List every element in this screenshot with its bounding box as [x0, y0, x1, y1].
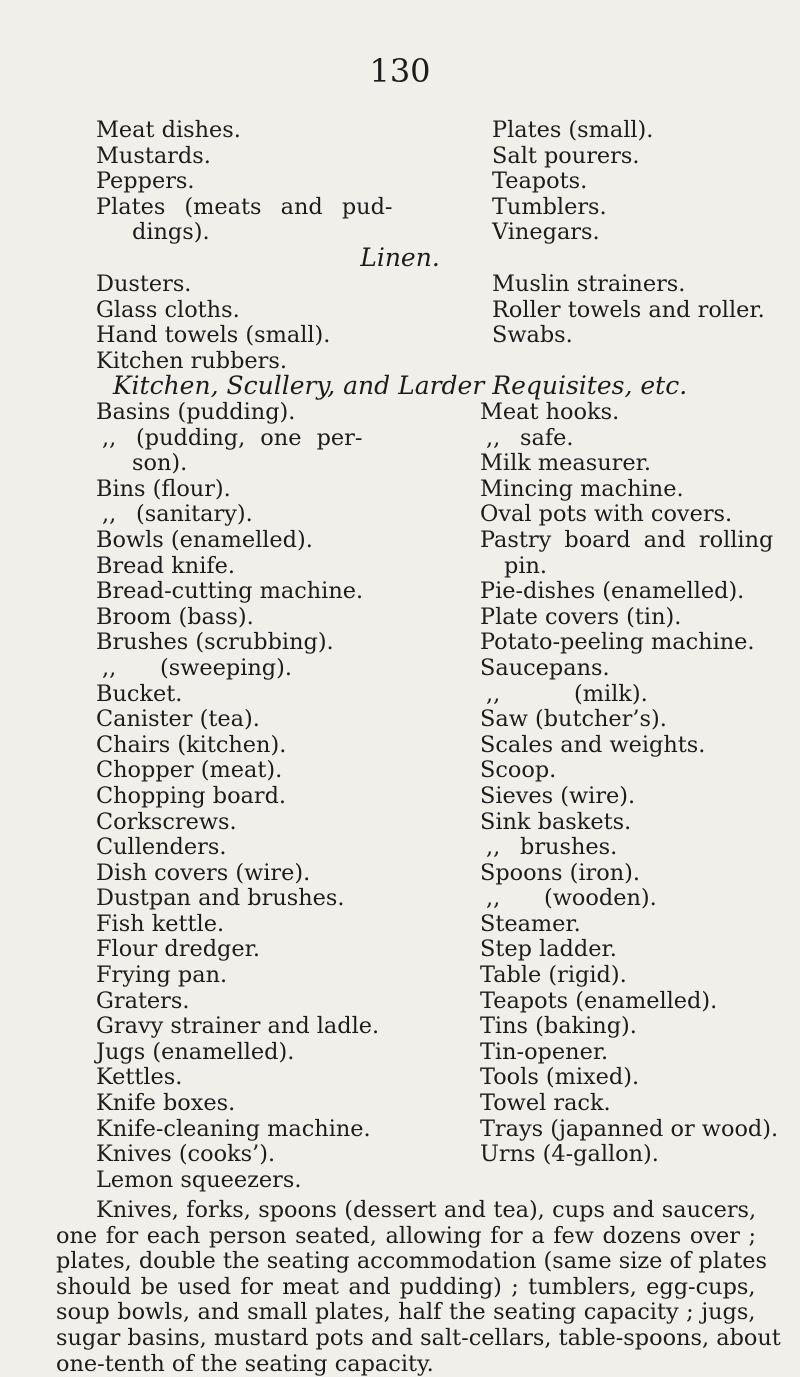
kitchen-heading: Kitchen, Scullery, and Larder Requisites, etc.: [112, 371, 688, 400]
list-item: [96, 426, 379, 452]
ditto-mark: ,,: [102, 424, 117, 451]
list-item: Sink baskets.: [480, 808, 632, 835]
list-item: Cullenders.: [96, 834, 227, 861]
list-item: Chairs (kitchen).: [96, 731, 287, 758]
paragraph-line: should be used for meat and pudding) ; tumblers, egg-cups,: [56, 1273, 756, 1300]
list-item: Lemon squeezers.: [96, 1166, 302, 1193]
list-item: Bins (flour).: [96, 475, 231, 502]
list-item: Chopping board.: [96, 782, 287, 809]
list-item: Pie-dishes (enamelled).: [480, 578, 745, 605]
list-item: Scoop.: [480, 757, 557, 784]
list-item: Potato-peeling machine.: [480, 629, 755, 656]
list-item: Spoons (iron).: [480, 859, 641, 886]
list-item: Meat hooks.: [480, 399, 620, 425]
list-item: [480, 682, 778, 708]
paragraph-line: Knives, forks, spoons (dessert and tea), cups and saucers,: [96, 1197, 757, 1223]
linen-left-column: [96, 272, 330, 374]
linen-heading: Linen.: [360, 243, 440, 272]
list-item: Dustpan and brushes.: [96, 885, 345, 912]
list-item: Corkscrews.: [96, 808, 237, 835]
list-item: Flour dredger.: [96, 936, 260, 963]
list-item: Trays (japanned or wood).: [480, 1115, 779, 1142]
list-item: Step ladder.: [480, 936, 617, 963]
list-item: Table (rigid).: [480, 962, 627, 989]
list-item: Saucepans.: [480, 654, 610, 681]
list-item: Towel rack.: [480, 1090, 611, 1117]
list-item: son).: [132, 450, 188, 477]
list-item: Milk measurer.: [480, 450, 651, 477]
list-item: Plate covers (tin).: [480, 603, 682, 630]
top-right-column: [492, 118, 653, 246]
list-item-text: brushes.: [520, 834, 618, 861]
list-item: Tins (baking).: [480, 1013, 637, 1040]
ditto-mark: ,,: [486, 834, 501, 861]
linen-right-column: [492, 272, 765, 349]
list-item: Bread knife.: [96, 552, 236, 579]
list-item: Hand towels (small).: [96, 322, 331, 349]
list-item: Gravy strainer and ladle.: [96, 1013, 380, 1040]
closing-paragraph: [56, 1197, 781, 1377]
paragraph-line: one-tenth of the seating capacity.: [56, 1350, 434, 1377]
paragraph-line: sugar basins, mustard pots and salt-cellars, table-spoons, about: [56, 1324, 781, 1351]
ditto-mark: ,,: [102, 501, 117, 528]
list-item: Knife-cleaning machine.: [96, 1115, 371, 1142]
paragraph-line: one for each person seated, allowing for a few dozens over ;: [56, 1222, 757, 1249]
list-item: Broom (bass).: [96, 603, 254, 630]
list-item-text: (sweeping).: [160, 654, 292, 681]
list-item: Oval pots with covers.: [480, 501, 733, 528]
ditto-mark: ,,: [486, 680, 501, 707]
list-item: [480, 426, 778, 452]
list-item-text: (sanitary).: [136, 501, 253, 528]
list-item: pin.: [504, 552, 548, 579]
list-item: Kitchen rubbers.: [96, 347, 287, 374]
list-item: Basins (pudding).: [96, 399, 296, 425]
ditto-mark: ,,: [486, 424, 501, 451]
list-item-text: (pudding, one per-: [136, 424, 363, 451]
list-item: Mustards.: [96, 142, 211, 169]
list-item: [96, 656, 379, 682]
list-item: Fish kettle.: [96, 910, 225, 937]
list-item: [480, 835, 778, 861]
list-item: [480, 886, 778, 912]
list-item: Mincing machine.: [480, 475, 684, 502]
ditto-mark: ,,: [486, 885, 501, 912]
list-item: Glass cloths.: [96, 296, 240, 323]
list-item: Brushes (scrubbing).: [96, 629, 334, 656]
list-item: Knife boxes.: [96, 1090, 236, 1117]
list-item: Urns (4-gallon).: [480, 1141, 659, 1168]
list-item: Dish covers (wire).: [96, 859, 311, 886]
list-item: Tools (mixed).: [480, 1064, 640, 1091]
list-item: Meat dishes.: [96, 117, 241, 143]
kitchen-right-column: [480, 400, 778, 1168]
paragraph-line: plates, double the seating accommodation (same size of plates: [56, 1248, 767, 1275]
list-item: Teapots.: [492, 168, 588, 195]
list-item: Teapots (enamelled).: [480, 987, 718, 1014]
list-item: Swabs.: [492, 322, 573, 349]
list-item: Knives (cooks’).: [96, 1141, 276, 1168]
list-item: Saw (butcher’s).: [480, 706, 667, 733]
list-item: Frying pan.: [96, 962, 228, 989]
list-item: Bread-cutting machine.: [96, 578, 364, 605]
list-item: Canister (tea).: [96, 706, 260, 733]
list-item: Bucket.: [96, 680, 183, 707]
list-item: Peppers.: [96, 168, 195, 195]
list-item: Graters.: [96, 987, 190, 1014]
list-item: Scales and weights.: [480, 731, 706, 758]
list-item: Tumblers.: [492, 193, 607, 220]
list-item: Bowls (enamelled).: [96, 526, 313, 553]
list-item: [96, 502, 379, 528]
list-item: Jugs (enamelled).: [96, 1038, 295, 1065]
list-item: Sieves (wire).: [480, 782, 636, 809]
list-item-text: (milk).: [574, 680, 648, 707]
top-left-column: [96, 118, 392, 246]
list-item: Tin-opener.: [480, 1038, 609, 1065]
list-item: Steamer.: [480, 910, 581, 937]
list-item-text: (wooden).: [544, 885, 657, 912]
list-item: Chopper (meat).: [96, 757, 283, 784]
list-item: Pastry board and rolling: [480, 526, 774, 553]
list-item: dings).: [132, 219, 210, 246]
page-number: 130: [369, 52, 431, 90]
ditto-mark: ,,: [102, 654, 117, 681]
list-item: Muslin strainers.: [492, 271, 686, 297]
list-item: Vinegars.: [492, 219, 600, 246]
list-item: Dusters.: [96, 271, 192, 297]
paragraph-line: soup bowls, and small plates, half the seating capacity ; jugs,: [56, 1299, 756, 1326]
list-item: Kettles.: [96, 1064, 183, 1091]
kitchen-left-column: [96, 400, 379, 1193]
list-item-text: safe.: [520, 424, 574, 451]
list-item: Roller towels and roller.: [492, 296, 765, 323]
list-item: Salt pourers.: [492, 142, 640, 169]
list-item: Plates (small).: [492, 117, 654, 143]
list-item: Plates (meats and pud-: [96, 193, 393, 220]
